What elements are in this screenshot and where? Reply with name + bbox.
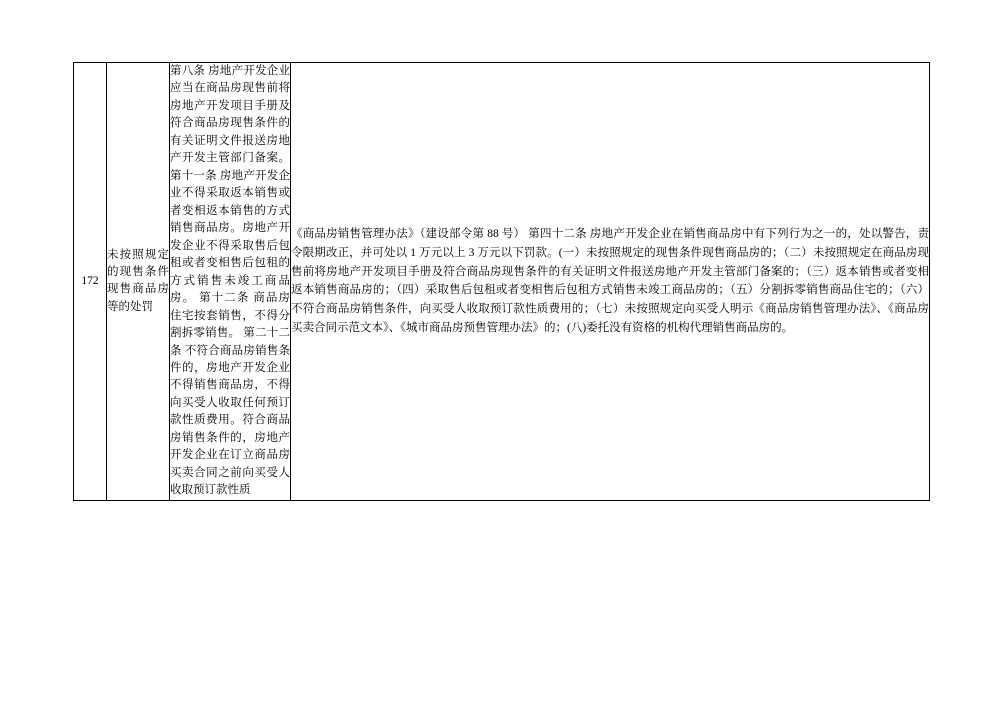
item-name-cell: 未按照规定的现售条件现售商品房等的处罚	[107, 63, 170, 501]
detail-cell	[291, 63, 930, 501]
table-row	[74, 63, 930, 501]
legal-basis-cell: 第八条 房地产开发企业应当在商品房现售前将房地产开发项目手册及符合商品房现售条件的有关证明文件报送房地产开发主管部门备案。 第十一条 房地产开发企业不得采取返本销售或者变相返本销售的方式销售商品房。房地产开发企业不得采取售后包租或者变相售后包租的方式销售未竣工商品房。 第十二条 商品房住宅按套销售，不得分割拆零销售。 第二十二条 不符合商品房销售条件的，房地产开发企业不得销售商品房，不得向买受人收取任何预订款性质费用。符合商品房销售条件的，房地产开发企业在订立商品房买卖合同之前向买受人收取预订款性质	[170, 63, 291, 501]
regulation-table	[73, 62, 930, 501]
detail-paragraph: 《商品房销售管理办法》（建设部令第 88 号） 第四十二条 房地产开发企业在销售商品房中有下列行为之一的，处以警告，责令限期改正，并可处以 1 万元以上 3 万元以下罚款。(一）未按照规定的现售条件现售商品房的；（二）未按照规定在商品房现售前将房地产开发项目手册及符合商品房现售条件的有关证明文件报送房地产开发主管部门备案的；（三）返本销售或者变相返本销售商品房的；（四）采取售后包租或者变相售后包租方式销售未竣工商品房的；（五）分割拆零销售商品住宅的；（六）不符合商品房销售条件，向买受人收取预订款性质费用的；（七）未按照规定向买受人明示《商品房销售管理办法》、《商品房买卖合同示范文本》、《城市商品房预售管理办法》的；(八)委托没有资格的机构代理销售商品房的。	[291, 228, 929, 334]
row-number-cell: 172	[74, 63, 107, 501]
